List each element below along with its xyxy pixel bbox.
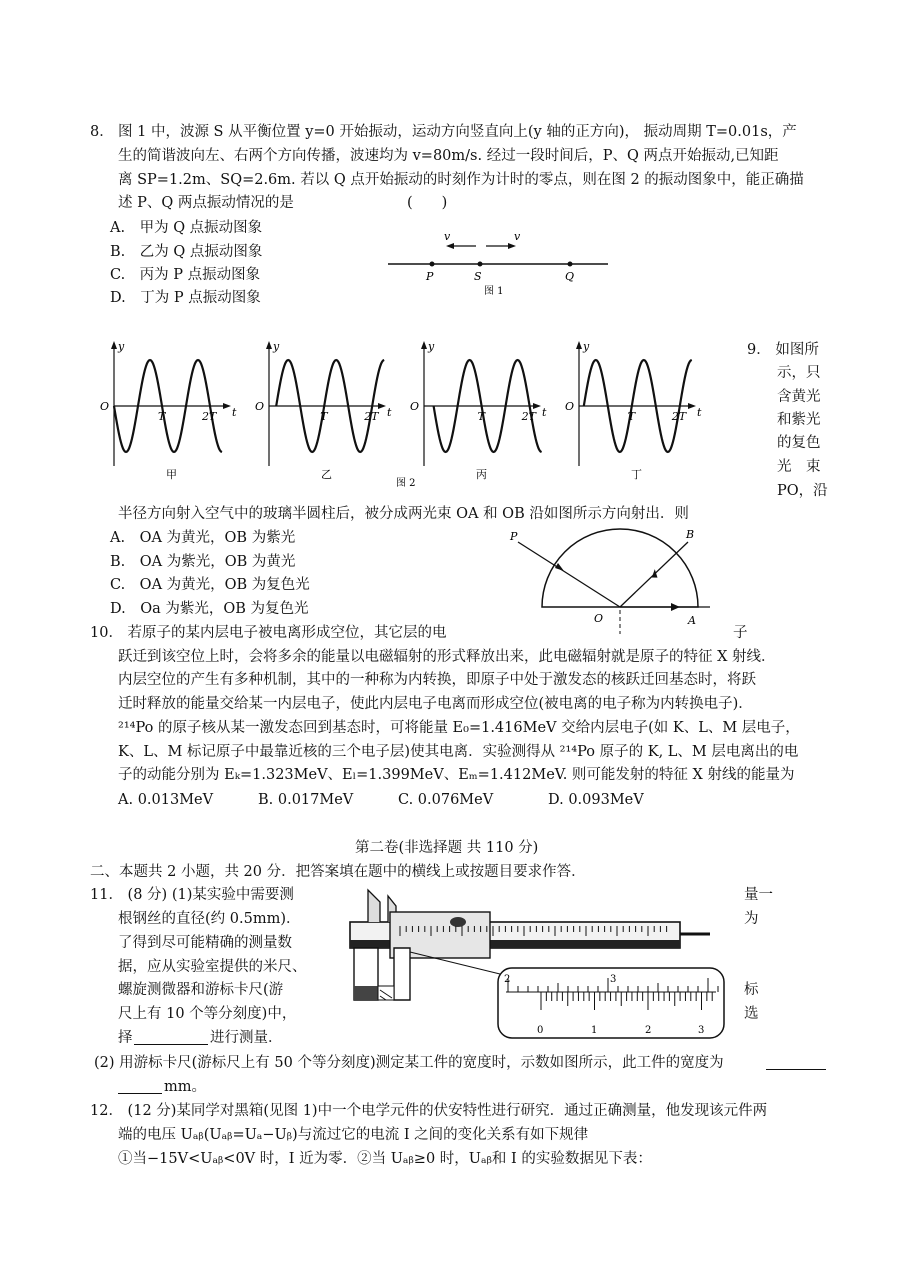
q9-option-d: D. Oa 为紫光，OB 为复色光 bbox=[110, 601, 309, 617]
graph-name-label: 丁 bbox=[631, 468, 642, 481]
q11-answer-blank-2a[interactable] bbox=[766, 1055, 826, 1070]
q11-vernier-caliper-figure bbox=[340, 882, 736, 1042]
q10-line2: 跃迁到该空位上时，会将多余的能量以电磁辐射的形式释放出来，此电磁辐射就是原子的特征 X 射线． bbox=[118, 649, 776, 665]
graph-y-label: y bbox=[428, 340, 435, 353]
graph-origin-label: O bbox=[100, 400, 110, 413]
q8-line3: 离 SP=1.2m、SQ=2.6m. 若以 Q 点开始振动的时刻作为计时的零点，则在图 2 的振动图象中，能正确描 bbox=[118, 172, 804, 188]
q11-part2-line1: (2) 用游标卡尺(游标尺上有 50 个等分刻度)测定某工件的宽度时，示数如图所示，此工件的宽度为 bbox=[94, 1055, 724, 1071]
q11-right-1: 为 bbox=[744, 911, 759, 927]
oa-arrow-icon bbox=[671, 603, 680, 611]
left-arrow-icon bbox=[446, 243, 454, 249]
q8-line1: 图 1 中，波源 S 从平衡位置 y=0 开始振动，运动方向竖直向上(y 轴的正方向)， 振动周期 T=0.01s，产 bbox=[118, 124, 797, 140]
graph-name-label: 甲 bbox=[166, 468, 177, 481]
point-q-dot bbox=[568, 262, 573, 267]
q11-right-0: 量一 bbox=[744, 887, 773, 903]
q11-left-5: 尺上有 10 个等分刻度)中， bbox=[118, 1006, 297, 1022]
q9-side-0: 9． 如图所 bbox=[747, 342, 819, 358]
graph-t-label: t bbox=[232, 406, 237, 419]
part2-intro: 二、本题共 2 小题，共 20 分．把答案填在题中的横线上或按题目要求作答． bbox=[90, 864, 586, 880]
q9-side-2: 含黄光 bbox=[777, 389, 821, 405]
q11-left-4: 螺旋测微器和游标卡尺(游 bbox=[118, 982, 284, 998]
incident-arrow-icon bbox=[555, 563, 564, 571]
q9-side-3: 和紫光 bbox=[777, 412, 821, 428]
q10-option-b: B. 0.017MeV bbox=[258, 792, 354, 808]
q8-figure-2 bbox=[96, 336, 716, 494]
q11-answer-blank-1[interactable] bbox=[134, 1030, 208, 1045]
q8-line4: 述 P、Q 两点振动情况的是 bbox=[118, 195, 294, 211]
q11-left-2: 了得到尽可能精确的测量数 bbox=[118, 935, 292, 951]
point-p-dot bbox=[430, 262, 435, 267]
fig9-label-a: A bbox=[688, 614, 696, 627]
q12-line3: ①当−15V<Uₐᵦ<0V 时，I 近为零．②当 Uₐᵦ≥0 时，Uₐᵦ和 I 的实验数据见下表： bbox=[118, 1151, 652, 1167]
q11-left-1: 根钢丝的直径(约 0.5mm)． bbox=[118, 911, 301, 927]
q8-number: 8． bbox=[90, 124, 114, 140]
q11-answer-blank-2b[interactable] bbox=[118, 1079, 162, 1094]
fig2-caption: 图 2 bbox=[396, 478, 416, 489]
axis-arrow-icon bbox=[688, 403, 696, 409]
graph-t-label: t bbox=[697, 406, 702, 419]
q9-side-4: 的复色 bbox=[777, 435, 821, 451]
q10-option-c: C. 0.076MeV bbox=[398, 792, 494, 808]
q10-line5: ²¹⁴Po 的原子核从某一激发态回到基态时，可将能量 E₀=1.416MeV 交给内层电子(如 K、L、M 层电子， bbox=[118, 720, 800, 736]
graph-name-label: 丙 bbox=[476, 468, 487, 481]
graph-tick-2t: 2T bbox=[364, 410, 379, 423]
fig9-label-p: P bbox=[510, 530, 518, 543]
q8-answer-paren: ( ) bbox=[407, 195, 448, 211]
q10-line1: 10． 若原子的某内层电子被电离形成空位，其它层的电 bbox=[90, 625, 447, 641]
graph-tick-2t: 2T bbox=[202, 410, 217, 423]
q10-line6: K、L、M 标记原子中最靠近核的三个电子层)使其电离．实验测得从 ²¹⁴Po 原子的 K, L、M 层电离出的电 bbox=[118, 744, 799, 760]
fig1-caption: 图 1 bbox=[484, 286, 504, 297]
fig1-v-left: v bbox=[444, 230, 451, 243]
q10-option-a: A. 0.013MeV bbox=[118, 792, 214, 808]
q12-line1: 12． (12 分)某同学对黑箱(见图 1)中一个电学元件的伏安特性进行研究．通过正确测量，他发现该元件两 bbox=[90, 1103, 768, 1119]
graph-tick-2t: 2T bbox=[521, 410, 536, 423]
graph-t-label: t bbox=[387, 406, 392, 419]
q11-right-2: 标 bbox=[744, 982, 759, 998]
graph-y-label: y bbox=[583, 340, 590, 353]
thumb-screw-icon bbox=[450, 917, 466, 927]
graph-origin-label: O bbox=[255, 400, 265, 413]
graph-tick-2t: 2T bbox=[671, 410, 687, 423]
vernier-label-0: 0 bbox=[537, 1025, 544, 1036]
q11-left-0: 11． (8 分) (1)某实验中需要测 bbox=[90, 887, 294, 903]
axis-arrow-icon bbox=[421, 341, 427, 349]
graph-t-label: t bbox=[542, 406, 547, 419]
axis-arrow-icon bbox=[576, 341, 582, 349]
axis-arrow-icon bbox=[111, 341, 117, 349]
q8-figure-1 bbox=[380, 224, 620, 300]
axis-arrow-icon bbox=[266, 341, 272, 349]
fig9-label-b: B bbox=[686, 528, 695, 541]
q10-option-d: D. 0.093MeV bbox=[548, 792, 644, 808]
graph-y-label: y bbox=[273, 340, 280, 353]
q9-side-6: PO，沿 bbox=[777, 483, 828, 499]
axis-arrow-icon bbox=[533, 403, 541, 409]
q9-side-5: 光 束 bbox=[777, 459, 821, 475]
q12-line2: 端的电压 Uₐᵦ(Uₐᵦ=Uₐ−Uᵦ)与流过它的电流 I 之间的变化关系有如下规律 bbox=[118, 1127, 589, 1143]
q8-line2: 生的简谐波向左、右两个方向传播，波速均为 v=80m/s. 经过一段时间后，P、Q 两点开始振动,已知距 bbox=[118, 148, 779, 164]
q9-option-a: A. OA 为黄光，OB 为紫光 bbox=[110, 530, 296, 546]
graph-tick-t: T bbox=[320, 410, 328, 423]
graph-name-label: 乙 bbox=[321, 468, 332, 481]
q10-line1-end: 子 bbox=[733, 625, 748, 641]
fig1-label-p: P bbox=[426, 270, 434, 283]
axis-arrow-icon bbox=[223, 403, 231, 409]
fig1-label-q: Q bbox=[565, 270, 575, 283]
q8-option-d: D. 丁为 P 点振动图象 bbox=[110, 290, 261, 306]
right-arrow-icon bbox=[508, 243, 516, 249]
q11-left-6: 择 bbox=[118, 1030, 133, 1046]
graph-origin-label: O bbox=[565, 400, 575, 413]
q11-part2-unit: mm。 bbox=[164, 1079, 206, 1095]
q10-line3: 内层空位的产生有多种机制，其中的一种称为内转换，即原子中处于激发态的核跃迁回基态时，将跃 bbox=[118, 672, 756, 688]
q10-line4: 迁时释放的能量交给某一内层电子，使此内层电子电离而形成空位(被电离的电子称为内转换电子)． bbox=[118, 696, 753, 712]
q11-right-3: 选 bbox=[744, 1006, 759, 1022]
graph-origin-label: O bbox=[410, 400, 420, 413]
q9-option-b: B. OA 为紫光，OB 为黄光 bbox=[110, 554, 296, 570]
q9-line1: 半径方向射入空气中的玻璃半圆柱后，被分成两光束 OA 和 OB 沿如图所示方向射出．则 bbox=[118, 506, 689, 522]
fig1-label-s: S bbox=[474, 270, 482, 283]
q9-option-c: C. OA 为黄光，OB 为复色光 bbox=[110, 577, 310, 593]
main-scale-label-3: 3 bbox=[610, 974, 617, 985]
q8-option-b: B. 乙为 Q 点振动图象 bbox=[110, 244, 263, 260]
vernier-label-1: 1 bbox=[591, 1025, 598, 1036]
vernier-label-2: 2 bbox=[645, 1025, 652, 1036]
axis-arrow-icon bbox=[378, 403, 386, 409]
fig9-label-o: O bbox=[594, 612, 604, 625]
fig1-v-right: v bbox=[514, 230, 521, 243]
q9-side-1: 示，只 bbox=[777, 365, 821, 381]
main-scale-label-2: 2 bbox=[504, 974, 511, 985]
graph-tick-t: T bbox=[158, 410, 166, 423]
q8-option-a: A. 甲为 Q 点振动图象 bbox=[110, 220, 263, 236]
q11-left-7: 进行测量． bbox=[210, 1030, 283, 1046]
part2-title: 第二卷(非选择题 共 110 分) bbox=[355, 840, 539, 856]
q8-option-c: C. 丙为 P 点振动图象 bbox=[110, 267, 261, 283]
q10-line7: 子的动能分别为 Eₖ=1.323MeV、Eₗ=1.399MeV、Eₘ=1.412MeV. 则可能发射的特征 X 射线的能量为 bbox=[118, 767, 795, 783]
vernier-label-3: 3 bbox=[698, 1025, 705, 1036]
q9-semicircle-figure bbox=[500, 522, 720, 634]
graph-y-label: y bbox=[118, 340, 125, 353]
graph-tick-t: T bbox=[477, 410, 485, 423]
q11-left-3: 据，应从实验室提供的米尺、 bbox=[118, 959, 307, 975]
point-s-dot bbox=[478, 262, 483, 267]
graph-tick-t: T bbox=[627, 410, 636, 423]
